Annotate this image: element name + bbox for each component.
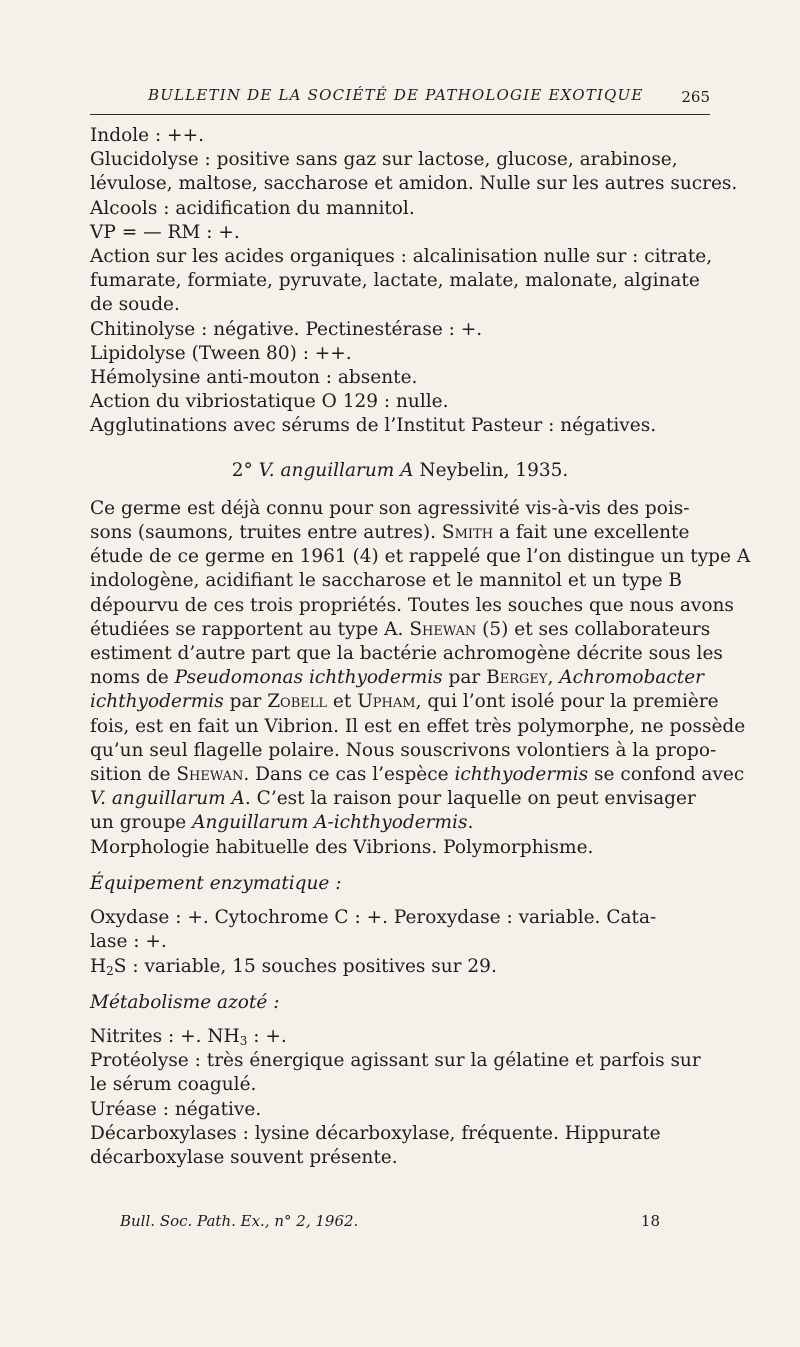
text-line: le sérum coagulé.	[90, 1074, 257, 1096]
author-name: Shewan	[409, 618, 477, 640]
glucidolyse-paragraph	[90, 148, 738, 196]
species-name: Pseudomonas ichthyodermis	[174, 667, 443, 689]
acides-organiques-paragraph	[90, 245, 713, 318]
species-name: ichthyodermis	[454, 764, 589, 786]
nitrites-line: Nitrites : +. $NH_3$ : +.	[90, 1025, 287, 1048]
indole-line: Indole : ++.	[90, 125, 204, 146]
page-footer	[120, 1212, 660, 1230]
morphologie-line: Morphologie habituelle des Vibrions. Polymorphisme.	[90, 836, 594, 858]
text-line: dépourvu de ces trois propriétés. Toutes les souches que nous avons	[90, 594, 734, 616]
text-line: étude de ce germe en 1961 (4) et rappelé que l’on distingue un type A	[90, 546, 751, 568]
author-name: Bergey	[486, 667, 548, 689]
text-line: V. anguillarum A. C’est la raison pour laquelle on peut envisager	[90, 788, 696, 810]
text-line: étudiées se rapportent au type A. Shewan (5) et ses collaborateurs	[90, 618, 711, 640]
hemolysine-line: Hémolysine anti-mouton : absente.	[90, 367, 418, 389]
h2s-line: $H_2S$ : variable, 15 souches positives sur 29.	[90, 955, 497, 978]
journal-title: BULLETIN DE LA SOCIÉTÉ DE PATHOLOGIE EXOTIQUE	[148, 86, 644, 104]
text-line: ichthyodermis par Zobell et Upham, qui l’ont isolé pour la première	[90, 691, 719, 713]
text-line: noms de Pseudomonas ichthyodermis par Bergey, Achromobacter	[90, 667, 705, 689]
text-line: Glucidolyse : positive sans gaz sur lactose, glucose, arabinose,	[90, 149, 678, 171]
alcools-line: Alcools : acidification du mannitol.	[90, 197, 415, 219]
agglutinations-line: Agglutinations avec sérums de l’Institut Pasteur : négatives.	[90, 415, 657, 437]
uree-line: Uréase : négative.	[90, 1098, 262, 1120]
species-name: ichthyodermis	[90, 691, 224, 713]
author-name: Upham	[357, 691, 416, 713]
text-line: Décarboxylases : lysine décarboxylase, fréquente. Hippurate	[90, 1122, 661, 1144]
group-name: Anguillarum A-ichthyodermis	[192, 812, 468, 834]
lipidolyse-line: Lipidolyse (Tween 80) : ++.	[90, 342, 352, 364]
signature-number: 18	[640, 1212, 660, 1230]
text-line: estiment d’autre part que la bactérie achromogène décrite sous les	[90, 643, 723, 665]
section-heading: 2° V. anguillarum A Neybelin, 1935.	[231, 459, 569, 481]
text-line: fumarate, formiate, pyruvate, lactate, malate, malonate, alginate	[90, 270, 700, 292]
vibriostatique-line: Action du vibriostatique O 129 : nulle.	[90, 391, 449, 413]
text-line: un groupe Anguillarum A-ichthyodermis.	[90, 812, 474, 834]
text-line: fois, est en fait un Vibrion. Il est en effet très polymorphe, ne possède	[90, 715, 746, 737]
species-name: V. anguillarum A	[90, 788, 245, 810]
author-name: Shewan	[176, 764, 244, 786]
species-name: Achromobacter	[559, 667, 705, 689]
text-line: Oxydase : +. Cytochrome C : +. Peroxydase : variable. Cata-	[90, 907, 657, 929]
text-line: Action sur les acides organiques : alcalinisation nulle sur : citrate,	[90, 246, 713, 268]
page-number: 265	[681, 88, 710, 106]
text-line: qu’un seul flagelle polaire. Nous souscrivons volontiers à la propo-	[90, 739, 717, 761]
author-name: Smith	[441, 522, 494, 544]
text-line: sition de Shewan. Dans ce cas l’espèce ichthyodermis se confond avec	[90, 764, 745, 786]
enzymes-heading: Équipement enzymatique :	[90, 872, 342, 894]
text-line: Protéolyse : très énergique agissant sur la gélatine et parfois sur	[90, 1050, 701, 1072]
text-line: lase : +.	[90, 931, 167, 953]
author-name: Zobell	[267, 691, 328, 713]
running-header	[90, 84, 710, 115]
text-line: Ce germe est déjà connu pour son agressivité vis-à-vis des pois-	[90, 497, 690, 519]
vp-rm-line: VP = — RM : +.	[90, 221, 240, 243]
citation: Bull. Soc. Path. Ex., n° 2, 1962.	[120, 1212, 359, 1230]
text-line: sons (saumons, truites entre autres). Smith a fait une excellente	[90, 522, 690, 544]
decarboxylases-paragraph	[90, 1122, 710, 1170]
body-text	[90, 124, 751, 1170]
species-paragraph	[90, 497, 751, 836]
text-line: décarboxylase souvent présente.	[90, 1146, 398, 1168]
text-line: indologène, acidifiant le saccharose et le mannitol et un type B	[90, 570, 683, 592]
text-line: lévulose, maltose, saccharose et amidon. Nulle sur les autres sucres.	[90, 173, 738, 195]
chitinolyse-line: Chitinolyse : négative. Pectinestérase : +.	[90, 318, 483, 340]
proteolyse-paragraph	[90, 1049, 710, 1097]
text-line: de soude.	[90, 294, 180, 316]
metabolisme-heading: Métabolisme azoté :	[90, 991, 280, 1013]
oxydase-paragraph	[90, 906, 710, 954]
